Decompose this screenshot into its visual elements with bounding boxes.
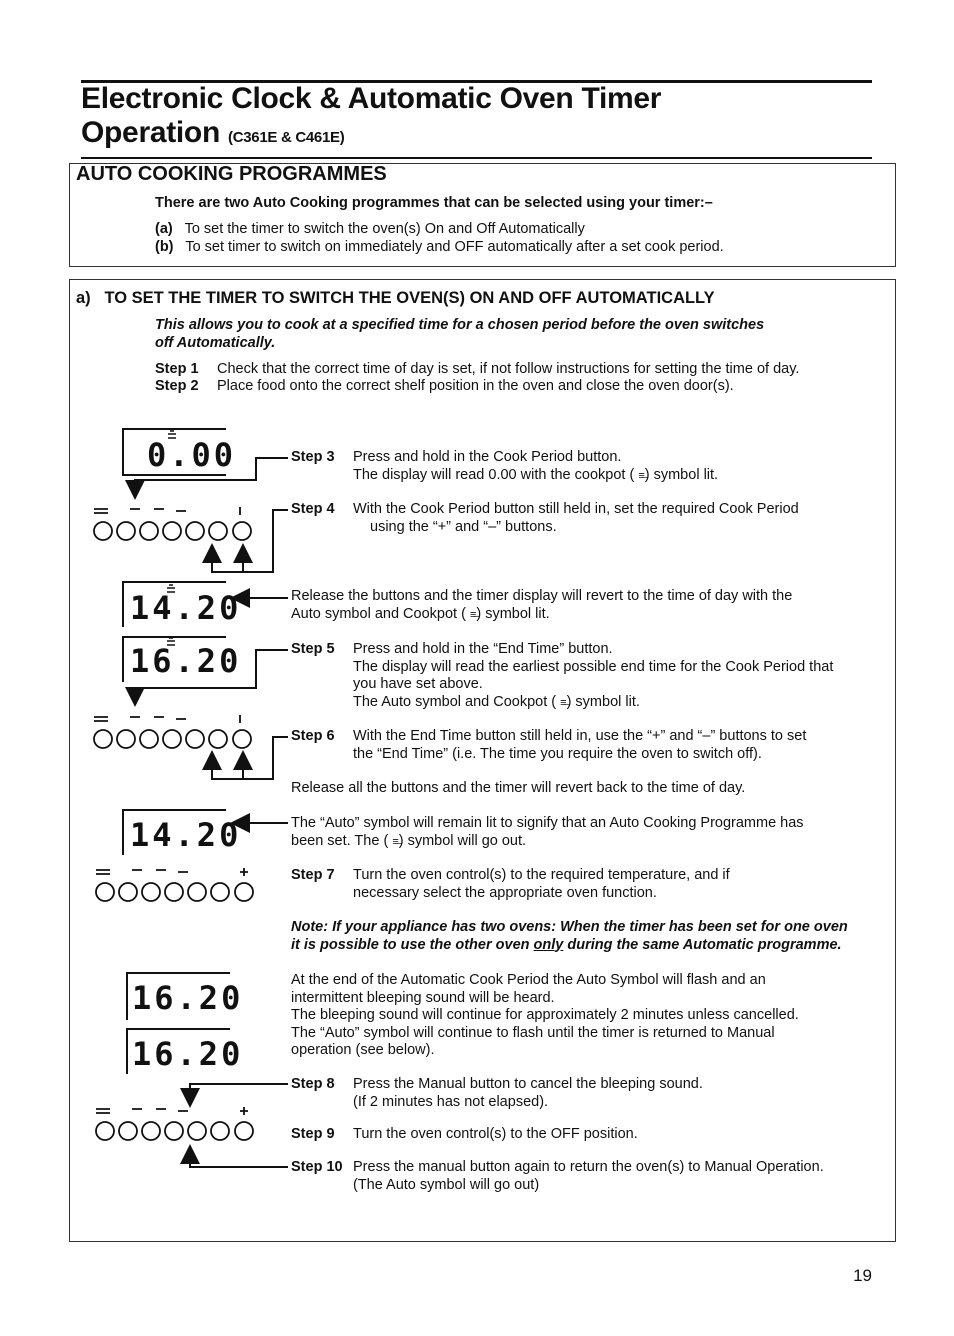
timer-buttons-icon <box>94 866 259 902</box>
step5-line-2: The display will read the earliest possible end time for the Cook Period that <box>353 658 834 675</box>
section-a-marker: a) <box>76 289 91 307</box>
step3-line-2b: ) symbol lit. <box>644 466 719 483</box>
title-line-2: Operation <box>81 116 220 149</box>
auto-line-1: The “Auto” symbol will remain lit to signify that an Auto Cooking Programme has <box>291 815 804 831</box>
programme-b-text: To set timer to switch on immediately and OFF automatically after a set cook period. <box>185 239 724 255</box>
section-a-intro-1: This allows you to cook at a specified time for a chosen period before the oven switches <box>155 317 765 333</box>
step4-line-1: With the Cook Period button still held in, set the required Cook Period <box>353 501 799 517</box>
page-number: 19 <box>853 1266 872 1285</box>
step5-label: Step 5 <box>291 641 335 657</box>
step6-text <box>353 728 806 763</box>
note-line-1: Note: If your appliance has two ovens: When the timer has been set for one oven <box>291 919 848 935</box>
step1-label: Step 1 <box>155 361 199 377</box>
release1-line-2a: Auto symbol and Cookpot ( <box>291 605 466 622</box>
two-ovens-note <box>291 919 848 954</box>
programme-a-text: To set the timer to switch the oven(s) On and Off Automatically <box>184 221 585 237</box>
programme-a-marker: (a) <box>155 221 173 237</box>
step1-text: Check that the correct time of day is set, if not follow instructions for setting the time of day. <box>217 361 800 377</box>
cookpot-icon: ≡̶ <box>638 469 645 482</box>
note-line-2b: during the same Automatic programme. <box>563 936 842 953</box>
step10-label: Step 10 <box>291 1159 343 1175</box>
step6-label: Step 6 <box>291 728 335 744</box>
section-a-heading <box>76 289 715 308</box>
step3-line-1: Press and hold in the Cook Period button. <box>353 449 622 465</box>
step6-line-1: With the End Time button still held in, use the “+” and “–” buttons to set <box>353 728 807 744</box>
lcd-display-1: 0.00 <box>147 436 237 474</box>
button-row-4 <box>94 1105 259 1141</box>
end-line-5: operation (see below). <box>291 1042 435 1058</box>
timer-buttons-icon <box>92 713 257 749</box>
lcd-display-4: 14.20 <box>130 816 242 854</box>
auto-symbol-text <box>291 815 804 851</box>
step8-label: Step 8 <box>291 1076 335 1092</box>
cookpot-icon: ≡̶ <box>560 696 567 709</box>
lcd-display-6: 16.20 <box>132 1035 244 1073</box>
auto-line-2b: ) symbol will go out. <box>398 832 527 849</box>
title-models: (C361E & C461E) <box>228 129 345 146</box>
step10-line-1: Press the manual button again to return the oven(s) to Manual Operation. <box>353 1159 824 1175</box>
end-line-3: The bleeping sound will continue for approximately 2 minutes unless cancelled. <box>291 1007 799 1023</box>
end-line-2: intermittent bleeping sound will be heard. <box>291 989 555 1006</box>
step7-text <box>353 867 730 902</box>
step2-label: Step 2 <box>155 378 199 394</box>
step2-text: Place food onto the correct shelf position in the oven and close the oven door(s). <box>217 378 734 394</box>
title-line-2-wrap <box>81 116 661 155</box>
button-row-3 <box>94 866 259 902</box>
end-of-cook-text <box>291 972 799 1060</box>
step3-label: Step 3 <box>291 449 335 465</box>
step4-label: Step 4 <box>291 501 335 517</box>
step8-text <box>353 1076 703 1111</box>
lcd-display-3: 16.20 <box>130 642 242 680</box>
step4-text <box>353 501 799 536</box>
lcd-display-2: 14.20 <box>130 589 242 627</box>
end-line-4: The “Auto” symbol will continue to flash until the timer is returned to Manual <box>291 1024 775 1041</box>
programme-b <box>155 239 724 257</box>
timer-buttons-icon <box>92 505 257 541</box>
step5-line-4a: The Auto symbol and Cookpot ( <box>353 693 557 710</box>
step8-line-2: (If 2 minutes has not elapsed). <box>353 1093 549 1110</box>
title-line-1: Electronic Clock & Automatic Oven Timer <box>81 82 662 115</box>
section-a-intro <box>155 317 764 352</box>
note-line-2a: it is possible to use the other oven <box>291 936 534 953</box>
auto-line-2 <box>291 833 804 852</box>
programme-b-marker: (b) <box>155 239 174 255</box>
page-title <box>81 82 661 155</box>
step5-line-3: you have set above. <box>353 676 483 692</box>
step7-label: Step 7 <box>291 867 335 883</box>
release2-text: Release all the buttons and the timer will revert back to the time of day. <box>291 780 746 796</box>
step8-line-1: Press the Manual button to cancel the bleeping sound. <box>353 1076 703 1092</box>
step10-line-2: (The Auto symbol will go out) <box>353 1176 540 1193</box>
step5-line-4 <box>353 694 833 713</box>
auto-programmes-heading: AUTO COOKING PROGRAMMES <box>76 163 387 185</box>
step7-line-2: necessary select the appropriate oven function. <box>353 884 657 901</box>
step3-line-2a: The display will read 0.00 with the cookpot ( <box>353 466 635 483</box>
note-line-2 <box>291 937 848 955</box>
step5-text <box>353 641 833 712</box>
button-row-1 <box>92 505 257 541</box>
release1-line-2 <box>291 606 792 625</box>
step6-line-2: the “End Time” (i.e. The time you require the oven to switch off). <box>353 745 762 762</box>
step5-line-4b: ) symbol lit. <box>566 693 640 710</box>
step5-line-1: Press and hold in the “End Time” button. <box>353 641 613 657</box>
section-a-title: TO SET THE TIMER TO SWITCH THE OVEN(S) ON AND OFF AUTOMATICALLY <box>104 289 715 307</box>
step4-line-2: using the “+” and “–” buttons. <box>370 518 557 535</box>
step9-label: Step 9 <box>291 1126 335 1142</box>
release1-line-2b: ) symbol lit. <box>476 605 550 622</box>
button-row-2 <box>92 713 257 749</box>
step7-line-1: Turn the oven control(s) to the required temperature, and if <box>353 867 730 883</box>
step3-line-2 <box>353 467 718 486</box>
header-bottom-rule <box>81 157 872 159</box>
step10-text <box>353 1159 824 1194</box>
step3-text <box>353 449 718 485</box>
step9-text: Turn the oven control(s) to the OFF position. <box>353 1126 638 1142</box>
lcd-display-5: 16.20 <box>132 979 244 1017</box>
auto-programmes-intro: There are two Auto Cooking programmes that can be selected using your timer:– <box>155 195 713 211</box>
auto-line-2a: been set. The ( <box>291 832 389 849</box>
cookpot-icon: ≡̶ <box>392 835 399 848</box>
section-a-intro-2: off Automatically. <box>155 334 276 351</box>
programme-a <box>155 221 585 239</box>
release1-line-1: Release the buttons and the timer display will revert to the time of day with the <box>291 588 793 604</box>
timer-buttons-icon <box>94 1105 259 1141</box>
end-line-1: At the end of the Automatic Cook Period the Auto Symbol will flash and an <box>291 972 766 988</box>
release1-text <box>291 588 792 624</box>
note-line-2-underlined: only <box>533 936 564 953</box>
cookpot-icon: ≡̶ <box>469 608 477 621</box>
